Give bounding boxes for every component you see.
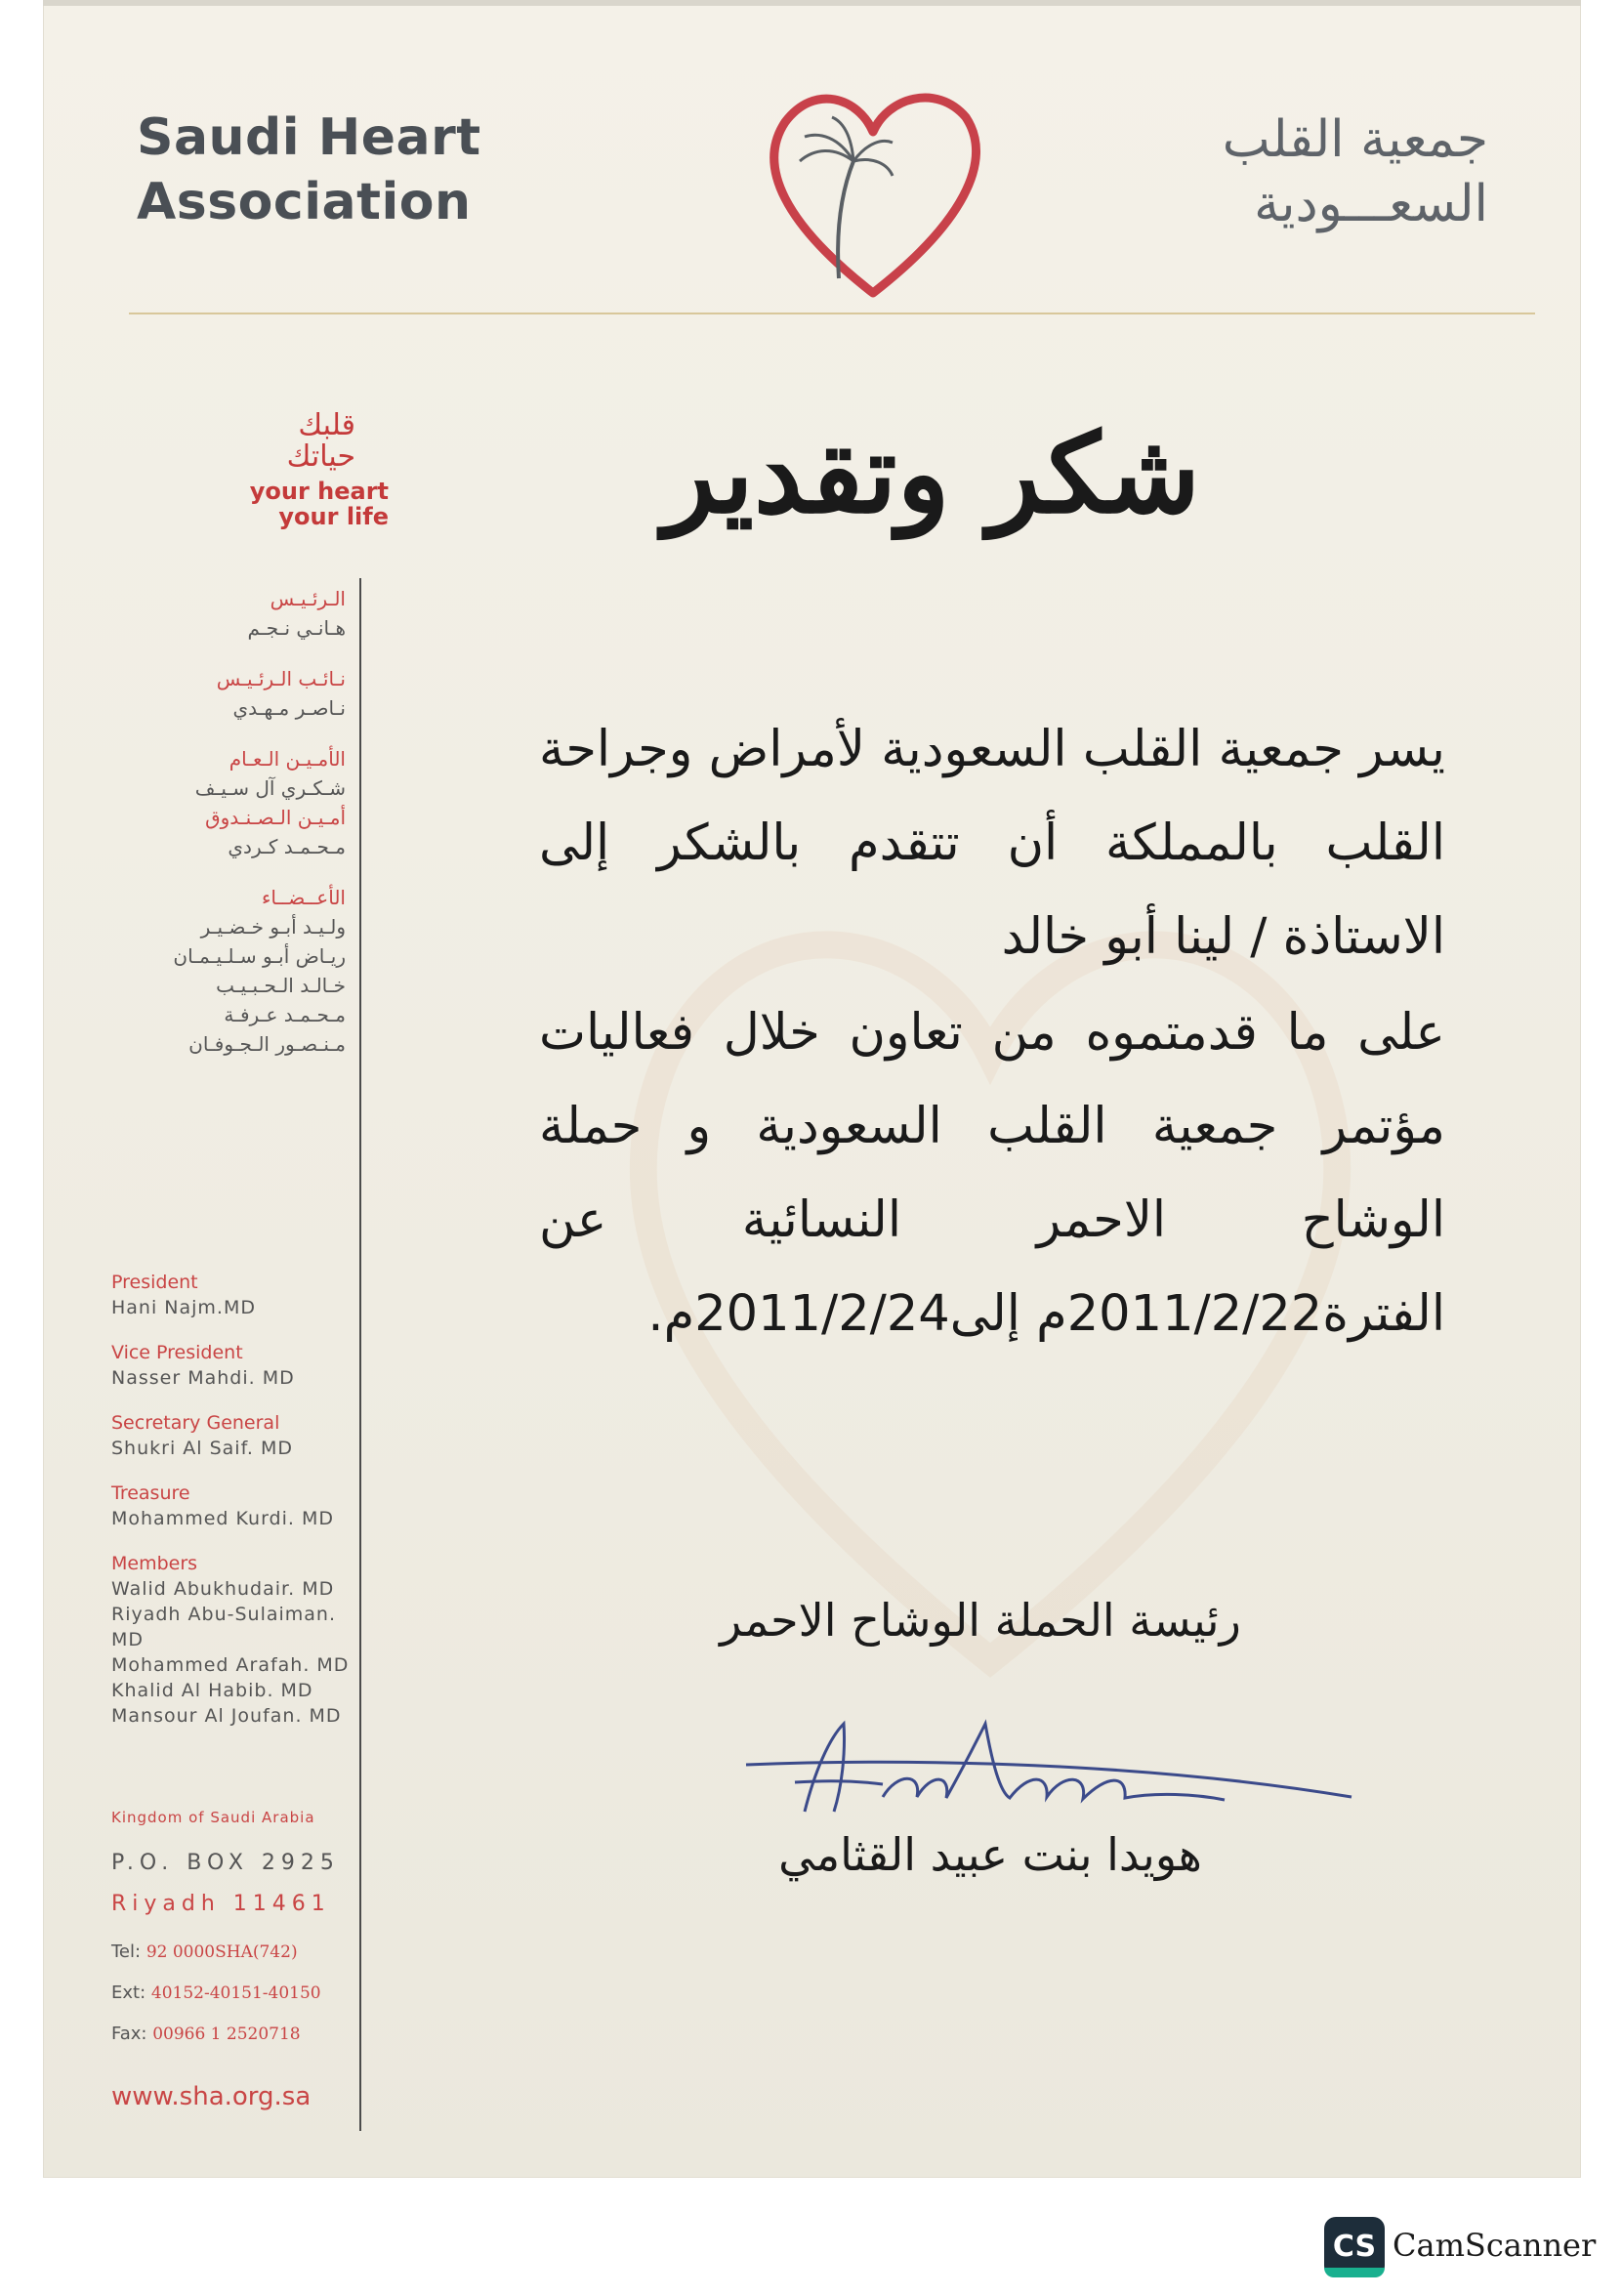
officer-title: الأمـيـن الـعـام — [229, 747, 346, 771]
officer-name: مـحـمـد كـردي — [228, 835, 346, 858]
officer-title: Secretary General — [111, 1412, 280, 1434]
officer-title: نـائـب الـرئـيـس — [216, 667, 346, 690]
member-name: ولـيـد أبـو خـضـيـر — [200, 915, 346, 939]
slogan-en-line2: your life — [278, 503, 389, 530]
fax-line — [111, 2014, 365, 2055]
heart-palm-logo-icon — [746, 78, 1000, 313]
tel-label: Tel: — [111, 1941, 142, 1962]
member-name: ريـاض أبـو سـلـيـمـان — [173, 944, 346, 968]
member-name: Mansour Al Joufan. MD — [111, 1705, 342, 1727]
officer-title: أمـيـن الـصـنـدوق — [205, 806, 346, 829]
officer-name: Nasser Mahdi. MD — [111, 1367, 295, 1389]
officer-name: هـانـي نـجـم — [247, 616, 346, 640]
member-name: مـحـمـد عـرفـة — [224, 1003, 346, 1026]
body-paragraph-1: يسر جمعية القلب السعودية لأمراض وجراحة القلب بالمملكة أن تتقدم بالشكر إلى الاستاذة / لينا أبو خالد — [539, 721, 1445, 966]
body-paragraph-2: على ما قدمتموه من تعاون خلال فعاليات مؤتمر جمعية القلب السعودية و حملة الوشاح الاحمر النسائية عن الفترة2011/2/22م إلى2011/2/24م. — [539, 1004, 1445, 1343]
tel-line — [111, 1932, 365, 1973]
officer-title: Vice President — [111, 1342, 243, 1363]
officer-name: Hani Najm.MD — [111, 1297, 256, 1318]
brand-en-line2: Association — [137, 173, 472, 231]
officer-name: نـاصـر مـهـدي — [232, 696, 346, 720]
fax-label: Fax: — [111, 2024, 147, 2044]
signature-icon — [736, 1704, 1361, 1841]
signer-title: رئيسة الحملة الوشاح الاحمر — [720, 1594, 1241, 1647]
contact-numbers — [111, 1932, 365, 2055]
ext-line — [111, 1973, 365, 2014]
header-divider — [129, 313, 1535, 314]
slogan-en-line1: your heart — [249, 478, 389, 505]
ext-value: 40152-40151-40150 — [150, 1983, 321, 2003]
letter-sheet — [43, 0, 1581, 2178]
member-name: خـالـد الـحـبـيـب — [216, 974, 346, 997]
member-name: مـنـصـور الـجـوفـان — [188, 1032, 346, 1056]
members-title: Members — [111, 1553, 198, 1574]
city-zip: Riyadh 11461 — [111, 1892, 331, 1916]
english-board-list — [111, 1270, 365, 1729]
officer-title: الـرئـيـس — [270, 587, 346, 610]
letter-body — [539, 703, 1445, 1361]
ext-label: Ext: — [111, 1983, 146, 2003]
po-box: P.O. BOX 2925 — [111, 1851, 340, 1875]
member-name: Walid Abukhudair. MD — [111, 1578, 335, 1600]
officer-name: Shukri Al Saif. MD — [111, 1438, 293, 1459]
officer-name: Mohammed Kurdi. MD — [111, 1508, 334, 1529]
camscanner-label: CamScanner — [1393, 2227, 1597, 2264]
country-label: Kingdom of Saudi Arabia — [111, 1809, 315, 1826]
brand-ar-line1: جمعية القلب — [1222, 110, 1488, 169]
brand-english — [137, 105, 547, 234]
camscanner-logo-icon — [1324, 2217, 1385, 2277]
officer-title: President — [111, 1272, 198, 1293]
arabic-board-list — [102, 584, 346, 1059]
officer-title: Treasure — [111, 1482, 190, 1504]
member-name: Khalid Al Habib. MD — [111, 1680, 313, 1701]
member-name: Riyadh Abu-Sulaiman. MD — [111, 1604, 337, 1650]
officer-name: شـكـري آل سـيـف — [194, 776, 346, 800]
brand-arabic — [1078, 107, 1488, 236]
letter-title: شكر وتقدير — [662, 410, 1201, 538]
website-link: www.sha.org.sa — [111, 2082, 312, 2111]
brand-ar-line2: السعـــودية — [1254, 175, 1488, 233]
tel-value: 92 0000SHA(742) — [146, 1942, 298, 1962]
scan-edge — [43, 0, 1581, 6]
camscanner-badge-text: CS — [1332, 2230, 1377, 2264]
member-name: Mohammed Arafah. MD — [111, 1654, 350, 1676]
signer-name: هويدا بنت عبيد القثامي — [778, 1828, 1202, 1881]
slogan-ar-line1: قلبك — [298, 408, 355, 442]
fax-value: 00966 1 2520718 — [152, 2025, 301, 2044]
brand-en-line1: Saudi Heart — [137, 108, 481, 167]
slogan-arabic — [160, 410, 355, 473]
members-title: الأعــضــاء — [262, 886, 346, 909]
slogan-english — [121, 479, 389, 529]
postal-address — [111, 1809, 365, 1924]
slogan-ar-line2: حياتك — [286, 439, 355, 474]
